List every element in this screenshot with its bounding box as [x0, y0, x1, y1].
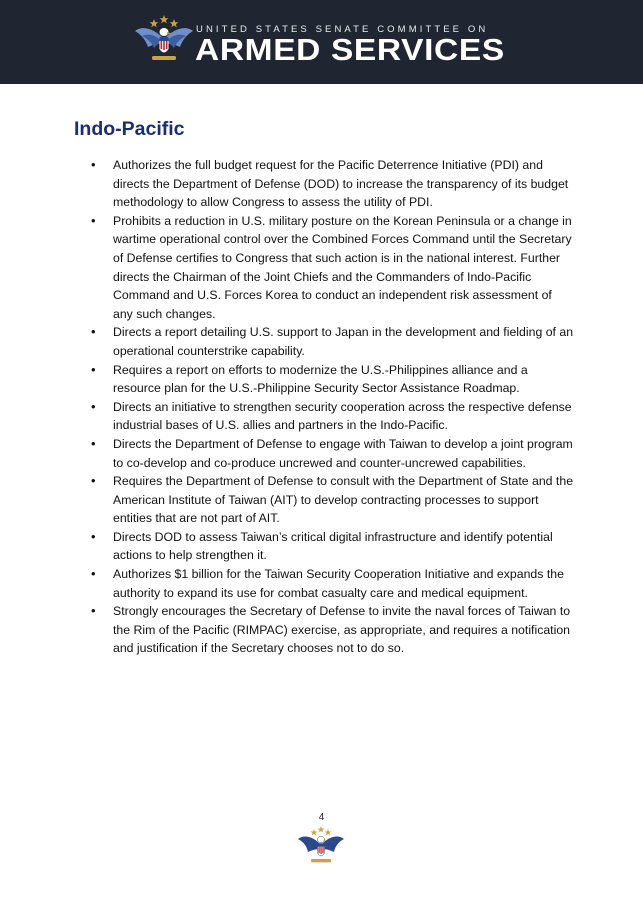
section-title: Indo-Pacific — [74, 118, 185, 140]
eagle-crest-icon — [297, 824, 345, 868]
bullet-item: • Directs DOD to assess Taiwan’s critical digital infrastructure and identify potential actions to help strengthen it. — [88, 528, 574, 565]
bullet-item: • Authorizes $1 billion for the Taiwan Security Cooperation Initiative and expands the authority to expand its use for combat casualty care and medical equipment. — [88, 565, 574, 602]
bullet-item: • Requires the Department of Defense to consult with the Department of State and the American Institute of Taiwan (AIT) to develop contracting processes to support entities that are not part of AIT. — [88, 472, 574, 528]
page-header — [0, 0, 643, 84]
bullet-item: • Requires a report on efforts to modernize the U.S.-Philippines alliance and a resource plan for the U.S.-Philippine Security Sector Assistance Roadmap. — [88, 361, 574, 398]
bullet-list — [88, 156, 574, 658]
eagle-crest-icon — [134, 13, 194, 67]
header-title: ARMED SERVICES — [195, 32, 505, 67]
bullet-item: • Directs the Department of Defense to engage with Taiwan to develop a joint program to co-develop and co-produce uncrewed and counter-uncrewed capabilities. — [88, 435, 574, 472]
bullet-item: • Directs an initiative to strengthen security cooperation across the respective defense industrial bases of U.S. allies and partners in the Indo-Pacific. — [88, 398, 574, 435]
bullet-item: • Strongly encourages the Secretary of Defense to invite the naval forces of Taiwan to the Rim of the Pacific (RIMPAC) exercise, as appropriate, and requires a notification and justification if the Secretary chooses not to do so. — [88, 602, 574, 658]
page-number: 4 — [318, 812, 325, 823]
header-kicker: UNITED STATES SENATE COMMITTEE ON — [196, 24, 489, 35]
bullet-item: • Authorizes the full budget request for the Pacific Deterrence Initiative (PDI) and directs the Department of Defense (DOD) to increase the transparency of its budget methodology to allow Congress to assess the utility of PDI. — [88, 156, 574, 212]
bullet-item: • Prohibits a reduction in U.S. military posture on the Korean Peninsula or a change in wartime operational control over the Combined Forces Command until the Secretary of Defense certifies to Congress that such action is in the national interest. Further directs the Chairman of the Joint Chiefs and the Commanders of Indo-Pacific Command and U.S. Forces Korea to conduct an independent risk assessment of any such changes. — [88, 212, 574, 324]
bullet-item: • Directs a report detailing U.S. support to Japan in the development and fielding of an operational counterstrike capability. — [88, 323, 574, 360]
